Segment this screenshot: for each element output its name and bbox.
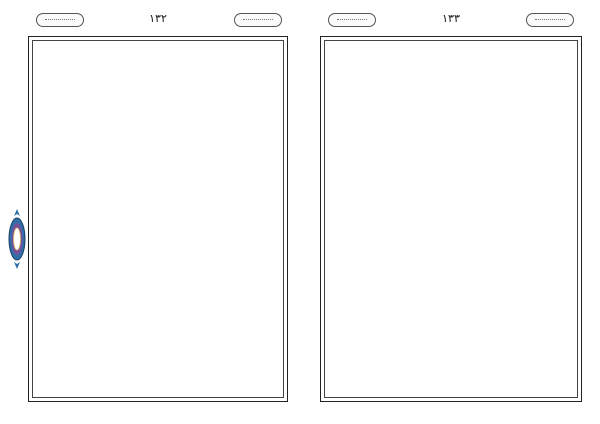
- verse-line: [331, 45, 571, 67]
- verse-line: [331, 153, 571, 175]
- verse-line: [331, 260, 571, 282]
- right-page-header: [320, 10, 582, 30]
- left-page-header: [28, 10, 288, 30]
- verse-line: [331, 368, 571, 390]
- verse-line: [331, 325, 571, 347]
- right-page-frame: [320, 36, 582, 402]
- right-page: [300, 0, 600, 424]
- verse-line: [331, 196, 571, 218]
- verse-line: [39, 217, 277, 239]
- verse-line: [331, 239, 571, 261]
- verse-line: [39, 325, 277, 347]
- verse-line: [331, 67, 571, 89]
- verse-line: [39, 368, 277, 390]
- verse-line: [39, 131, 277, 153]
- verse-line: [39, 174, 277, 196]
- verse-line: [331, 131, 571, 153]
- verse-line: [331, 217, 571, 239]
- header-cartouche: [234, 13, 282, 27]
- verse-line: [331, 88, 571, 110]
- verse-line: [39, 389, 277, 411]
- hizb-medallion-icon: [8, 208, 26, 270]
- verse-line: [331, 346, 571, 368]
- verse-line: [39, 110, 277, 132]
- verse-line: [39, 239, 277, 261]
- verse-line: [39, 282, 277, 304]
- verse-line: [39, 196, 277, 218]
- header-cartouche: [526, 13, 574, 27]
- verse-line: [331, 389, 571, 411]
- verse-line: [331, 174, 571, 196]
- verse-line: [39, 346, 277, 368]
- verse-line: [331, 303, 571, 325]
- verse-line: [39, 303, 277, 325]
- left-page-frame: [28, 36, 288, 402]
- page-number: ١٣٢: [149, 12, 167, 25]
- verse-line: [331, 282, 571, 304]
- verse-line: [39, 153, 277, 175]
- page-number: ١٣٣: [442, 12, 460, 25]
- verse-line: [39, 260, 277, 282]
- verse-line: [39, 88, 277, 110]
- right-page-text: [331, 45, 571, 393]
- left-page-text: [39, 45, 277, 393]
- verse-line: [331, 110, 571, 132]
- verse-line: [39, 67, 277, 89]
- verse-line: [39, 45, 277, 67]
